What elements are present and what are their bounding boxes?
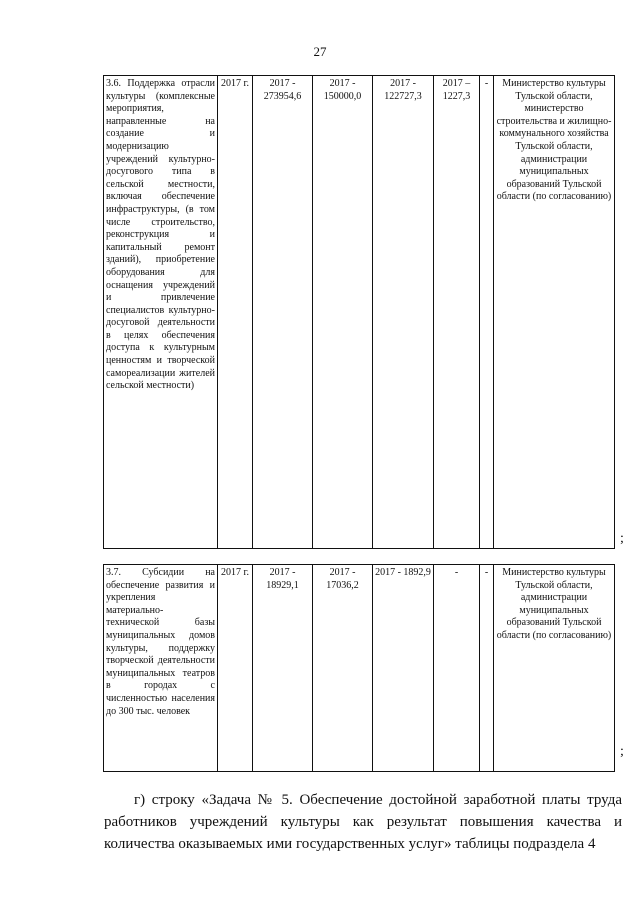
- paragraph-text: г) строку «Задача № 5. Обеспечение достойной заработной платы труда работников учреждений культуры как результат повышения качества и количества оказываемых ими государственных услуг» таблицы подраздела 4: [104, 792, 622, 852]
- semicolon: ;: [620, 744, 624, 759]
- municipal-funding: -: [434, 565, 480, 772]
- measure-year: 2017 г.: [218, 565, 253, 772]
- municipal-funding: 2017 – 1227,3: [434, 76, 480, 549]
- responsible-executors: Министерство культуры Тульской области, администрации муниципальных образований Тульской области (по согласованию): [494, 565, 615, 772]
- federal-funding: 2017 - 17036,2: [313, 565, 373, 772]
- measure-name: 3.6. Поддержка отрасли культуры (комплексные мероприятия, направленные на создание и модернизацию учреждений культурно-досугового типа в сельской местности, включая обеспечение инфраструктуры, (в том числе строительство, реконструкция и капитальный ремонт зданий), приобретение оборудования для оснащения учреждений и привлечение специалистов культурно-досуговой деятельности в целях обеспечения доступа к культурным ценностям и творческой самореализации жителей сельской местности): [104, 76, 218, 549]
- total-funding: 2017 - 18929,1: [253, 565, 313, 772]
- table-row-3-7: [103, 564, 615, 772]
- table-row-3-6: [103, 75, 615, 549]
- regional-funding: 2017 - 122727,3: [373, 76, 434, 549]
- responsible-executors: Министерство культуры Тульской области, министерство строительства и жилищно-коммунального хозяйства Тульской области, администрации муниципальных образований Тульской области (по согласованию): [494, 76, 615, 549]
- body-paragraph: [104, 789, 622, 855]
- measure-year: 2017 г.: [218, 76, 253, 549]
- federal-funding: 2017 - 150000,0: [313, 76, 373, 549]
- page-number: 27: [313, 44, 327, 59]
- total-funding: 2017 - 273954,6: [253, 76, 313, 549]
- other-funding: -: [480, 76, 494, 549]
- regional-funding: 2017 - 1892,9: [373, 565, 434, 772]
- other-funding: -: [480, 565, 494, 772]
- semicolon: ;: [620, 531, 624, 546]
- measure-name: 3.7. Субсидии на обеспечение развития и укрепления материально-технической базы муниципальных домов культуры, поддержку творческой деятельности муниципальных театров в городах с численностью населения до 300 тыс. человек: [104, 565, 218, 772]
